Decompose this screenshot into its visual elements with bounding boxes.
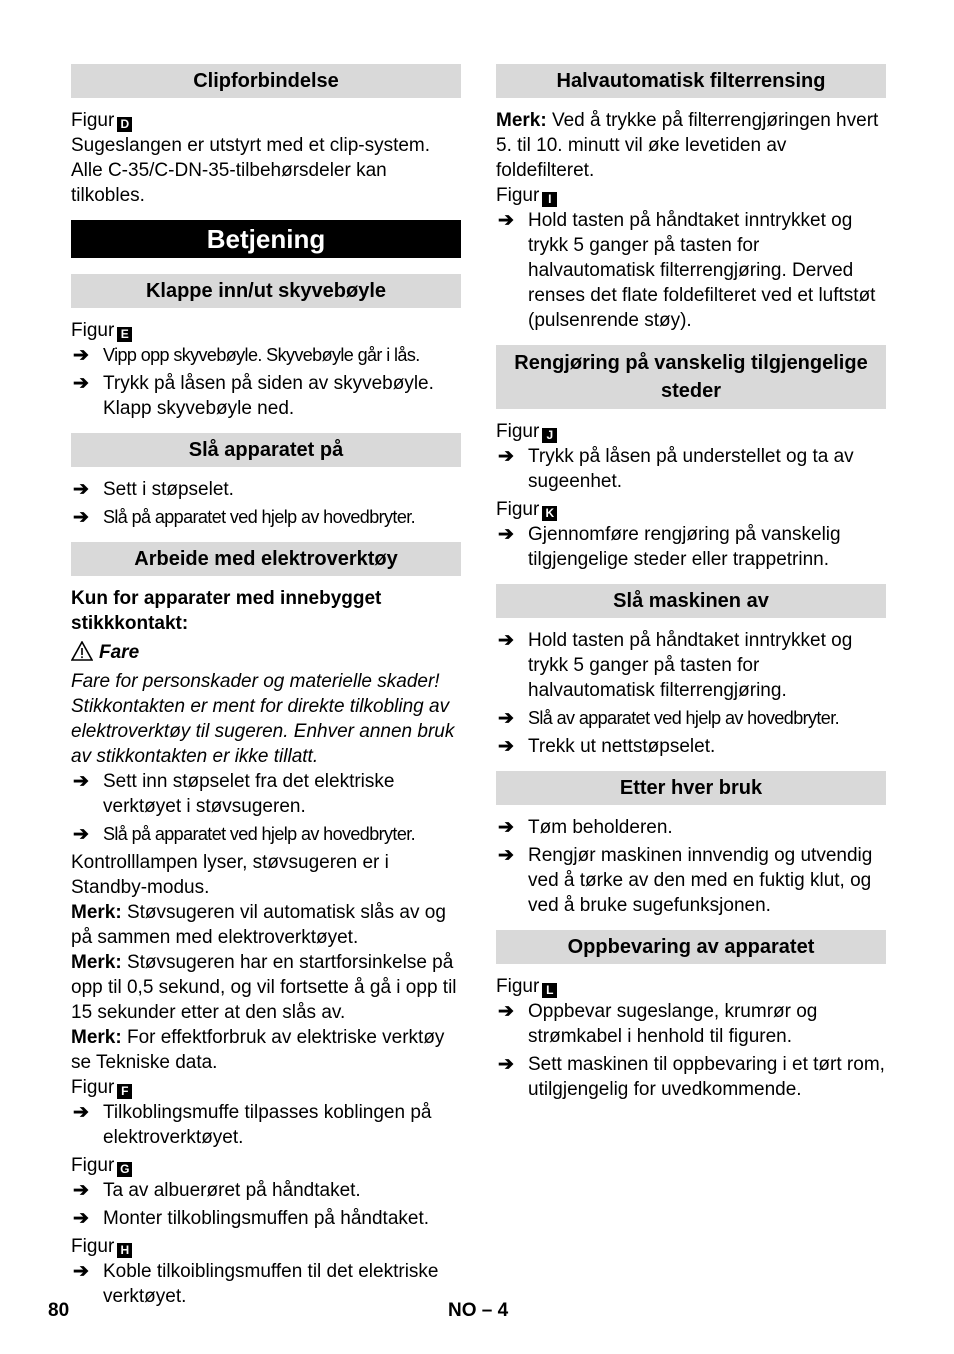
- arrow-right-icon: ➔: [498, 210, 514, 231]
- list-item: ➔ Tøm beholderen.: [498, 817, 673, 838]
- warning-label: Fare: [71, 640, 461, 665]
- arrow-right-icon: ➔: [73, 1208, 89, 1229]
- figure-letter-icon: G: [117, 1162, 132, 1177]
- list-item: ➔ Slå på apparatet ved hjelp av hovedbryter.: [73, 824, 416, 845]
- list-item: ➔ Rengjør maskinen innvendig og utvendig ved å tørke av den med en fuktig klut, og ved å bruke sugefunksjonen.: [498, 845, 873, 916]
- figure-ref: [71, 1234, 461, 1259]
- figure-label: Figur: [71, 320, 115, 341]
- figure-label: Figur: [71, 1236, 115, 1257]
- section-header-sla-av: Slå maskinen av: [496, 584, 886, 618]
- list-item: ➔ Trekk ut nettstøpselet.: [498, 736, 716, 757]
- arrow-right-icon: ➔: [498, 736, 514, 757]
- arrow-right-icon: ➔: [73, 373, 89, 394]
- list-item: ➔ Sett inn støpselet fra det elektriske verktøyet i støvsugeren.: [73, 771, 395, 817]
- list-item: ➔ Ta av albuerøret på håndtaket.: [73, 1180, 361, 1201]
- section-header-clipforbindelse: Clipforbindelse: [71, 64, 461, 98]
- warning-triangle-icon: [71, 641, 93, 661]
- figure-ref: [496, 497, 886, 522]
- figure-label: Figur: [496, 499, 540, 520]
- arrow-right-icon: ➔: [498, 1054, 514, 1075]
- figure-ref: [71, 318, 461, 343]
- paragraph: Sugeslangen er utstyrt med et clip-system. Alle C-35/C-DN-35-tilbehørsdeler kan tilkobles.: [71, 135, 431, 206]
- list-item: ➔ Sett i støpselet.: [73, 479, 234, 500]
- section-header-sla-pa: Slå apparatet på: [71, 433, 461, 467]
- arrow-right-icon: ➔: [498, 845, 514, 866]
- section-header-klappe: Klappe inn/ut skyvebøyle: [71, 274, 461, 308]
- figure-label: Figur: [71, 1077, 115, 1098]
- list-item: ➔ Oppbevar sugeslange, krumrør og strømkabel i henhold til figuren.: [498, 1001, 818, 1047]
- section-header-oppbevaring: Oppbevaring av apparatet: [496, 930, 886, 964]
- figure-label: Figur: [71, 1155, 115, 1176]
- figure-label: Figur: [496, 185, 540, 206]
- figure-label: Figur: [71, 110, 115, 131]
- list-item: ➔ Sett maskinen til oppbevaring i et tørt rom, utilgjengelig for uvedkommende.: [498, 1054, 885, 1100]
- figure-ref: [71, 108, 461, 133]
- list-item: ➔ Slå av apparatet ved hjelp av hovedbryter.: [498, 708, 840, 729]
- left-column: [71, 64, 461, 1312]
- figure-letter-icon: I: [542, 192, 557, 207]
- list-item: ➔ Vipp opp skyvebøyle. Skyvebøyle går i lås.: [73, 345, 420, 366]
- figure-ref: [496, 419, 886, 444]
- arrow-right-icon: ➔: [73, 345, 89, 366]
- note: Merk: For effektforbruk av elektriske verktøy se Tekniske data.: [71, 1027, 445, 1073]
- list-item: ➔ Hold tasten på håndtaket inntrykket og trykk 5 ganger på tasten for halvautomatisk filterrengjøring. Derved renses det flate foldefilteret ved et luftstøt (pulsenrende støy).: [498, 210, 876, 331]
- section-header-rengjoring: Rengjøring på vanskelig tilgjengelige steder: [496, 345, 886, 409]
- figure-ref: [496, 974, 886, 999]
- arrow-right-icon: ➔: [498, 630, 514, 651]
- figure-label: Figur: [496, 976, 540, 997]
- arrow-right-icon: ➔: [498, 708, 514, 729]
- warning-text: Fare for personskader og materielle skader! Stikkontakten er ment for direkte tilkobling av elektroverktøy til sugeren. Enhver annen bruk av stikkontakten er ikke tillatt.: [71, 671, 455, 767]
- list-item: ➔ Trykk på låsen på understellet og ta av sugeenhet.: [498, 446, 854, 492]
- arrow-right-icon: ➔: [73, 824, 89, 845]
- figure-ref: [71, 1153, 461, 1178]
- list-item: ➔ Monter tilkoblingsmuffen på håndtaket.: [73, 1208, 430, 1229]
- figure-letter-icon: E: [117, 327, 132, 342]
- bold-intro: Kun for apparater med innebygget stikkkontakt:: [71, 588, 382, 634]
- list-item: ➔ Tilkoblingsmuffe tilpasses koblingen på elektroverktøyet.: [73, 1102, 432, 1148]
- note: Merk: Støvsugeren vil automatisk slås av og på sammen med elektroverktøyet.: [71, 902, 446, 948]
- figure-letter-icon: J: [542, 428, 557, 443]
- arrow-right-icon: ➔: [73, 479, 89, 500]
- arrow-right-icon: ➔: [73, 507, 89, 528]
- right-column: [496, 64, 886, 1105]
- figure-letter-icon: H: [117, 1243, 132, 1258]
- figure-letter-icon: F: [117, 1084, 132, 1099]
- page-number: 80: [48, 1300, 70, 1321]
- arrow-right-icon: ➔: [73, 1102, 89, 1123]
- arrow-right-icon: ➔: [498, 446, 514, 467]
- arrow-right-icon: ➔: [498, 817, 514, 838]
- list-item: ➔ Slå på apparatet ved hjelp av hovedbryter.: [73, 507, 416, 528]
- section-footer: NO – 4: [448, 1300, 509, 1321]
- status-text: Kontrolllampen lyser, støvsugeren er i Standby-modus.: [71, 852, 389, 898]
- arrow-right-icon: ➔: [73, 1261, 89, 1282]
- figure-ref: [496, 183, 886, 208]
- list-item: ➔ Koble tilkoiblingsmuffen til det elektriske verktøyet.: [73, 1261, 439, 1307]
- list-item: ➔ Gjennomføre rengjøring på vanskelig tilgjengelige steder eller trappetrinn.: [498, 524, 841, 570]
- figure-letter-icon: L: [542, 983, 557, 998]
- figure-label: Figur: [496, 421, 540, 442]
- list-item: ➔ Trykk på låsen på siden av skyvebøyle. Klapp skyvebøyle ned.: [73, 373, 434, 419]
- section-header-halvautomatisk: Halvautomatisk filterrensing: [496, 64, 886, 98]
- section-header-etter: Etter hver bruk: [496, 771, 886, 805]
- arrow-right-icon: ➔: [73, 771, 89, 792]
- arrow-right-icon: ➔: [498, 1001, 514, 1022]
- arrow-right-icon: ➔: [73, 1180, 89, 1201]
- arrow-right-icon: ➔: [498, 524, 514, 545]
- note: Merk: Ved å trykke på filterrengjøringen hvert 5. til 10. minutt vil øke levetiden av foldefilteret.: [496, 110, 879, 181]
- figure-letter-icon: K: [542, 506, 557, 521]
- section-header-arbeide: Arbeide med elektroverktøy: [71, 542, 461, 576]
- figure-ref: [71, 1075, 461, 1100]
- note: Merk: Støvsugeren har en startforsinkelse på opp til 0,5 sekund, og vil fortsette å gå i opp til 15 sekunder etter at den slås av.: [71, 952, 457, 1023]
- figure-letter-icon: D: [117, 117, 132, 132]
- chapter-title: Betjening: [71, 220, 461, 258]
- list-item: ➔ Hold tasten på håndtaket inntrykket og trykk 5 ganger på tasten for halvautomatisk filterrengjøring.: [498, 630, 853, 701]
